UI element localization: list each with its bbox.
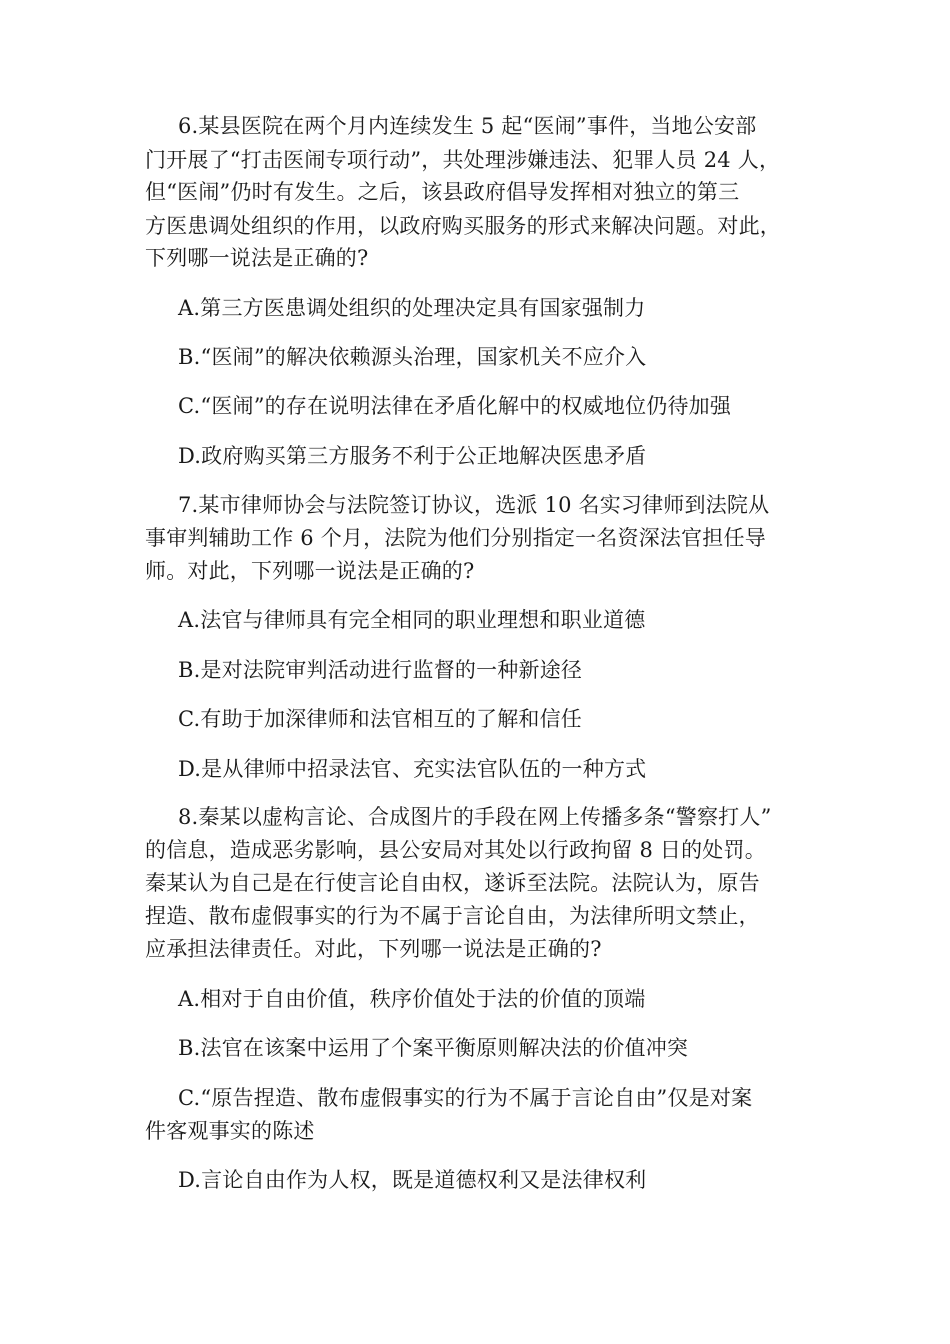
question-stem-line: 的信息，造成恶劣影响，县公安局对其处以行政拘留 8 日的处罚。 [145,838,766,862]
question-stem-line: 师。对此，下列哪一说法是正确的? [145,559,475,583]
question-stem-line: 应承担法律责任。对此，下列哪一说法是正确的? [145,937,602,961]
option-a: A.相对于自由价值，秩序价值处于法的价值的顶端 [178,987,646,1011]
question-stem-line: 方医患调处组织的作用，以政府购买服务的形式来解决问题。对此， [145,214,781,238]
option-d: D.言论自由作为人权，既是道德权利又是法律权利 [178,1168,647,1192]
option-c-continuation: 件客观事实的陈述 [145,1119,315,1143]
option-a: A.法官与律师具有完全相同的职业理想和职业道德 [178,608,646,632]
option-a: A.第三方医患调处组织的处理决定具有国家强制力 [178,296,646,320]
option-d: D.是从律师中招录法官、充实法官队伍的一种方式 [178,757,647,781]
question-stem-line: 但“医闹”仍时有发生。之后，该县政府倡导发挥相对独立的第三 [145,180,740,204]
option-b: B.法官在该案中运用了个案平衡原则解决法的价值冲突 [178,1036,689,1060]
question-stem-line: 事审判辅助工作 6 个月，法院为他们分别指定一名资深法官担任导 [145,526,766,550]
question-stem-line: 6.某县医院在两个月内连续发生 5 起“医闹”事件，当地公安部 [178,114,757,138]
option-c: C.有助于加深律师和法官相互的了解和信任 [178,707,582,731]
option-d: D.政府购买第三方服务不利于公正地解决医患矛盾 [178,444,647,468]
question-stem-line: 门开展了“打击医闹专项行动”，共处理涉嫌违法、犯罪人员 24 人， [145,148,781,172]
question-stem-line: 捏造、散布虚假事实的行为不属于言论自由，为法律所明文禁止， [145,904,760,928]
option-b: B.是对法院审判活动进行监督的一种新途径 [178,658,583,682]
option-c: C.“医闹”的存在说明法律在矛盾化解中的权威地位仍待加强 [178,394,732,418]
question-stem-line: 秦某认为自己是在行使言论自由权，遂诉至法院。法院认为，原告 [145,871,760,895]
option-c: C.“原告捏造、散布虚假事实的行为不属于言论自由”仅是对案 [178,1086,753,1110]
question-stem-line: 8.秦某以虚构言论、合成图片的手段在网上传播多条“警察打人” [178,805,772,829]
question-stem-line: 7.某市律师协会与法院签订协议，选派 10 名实习律师到法院从 [178,493,770,517]
question-stem-line: 下列哪一说法是正确的? [145,246,369,270]
option-b: B.“医闹”的解决依赖源头治理，国家机关不应介入 [178,345,647,369]
